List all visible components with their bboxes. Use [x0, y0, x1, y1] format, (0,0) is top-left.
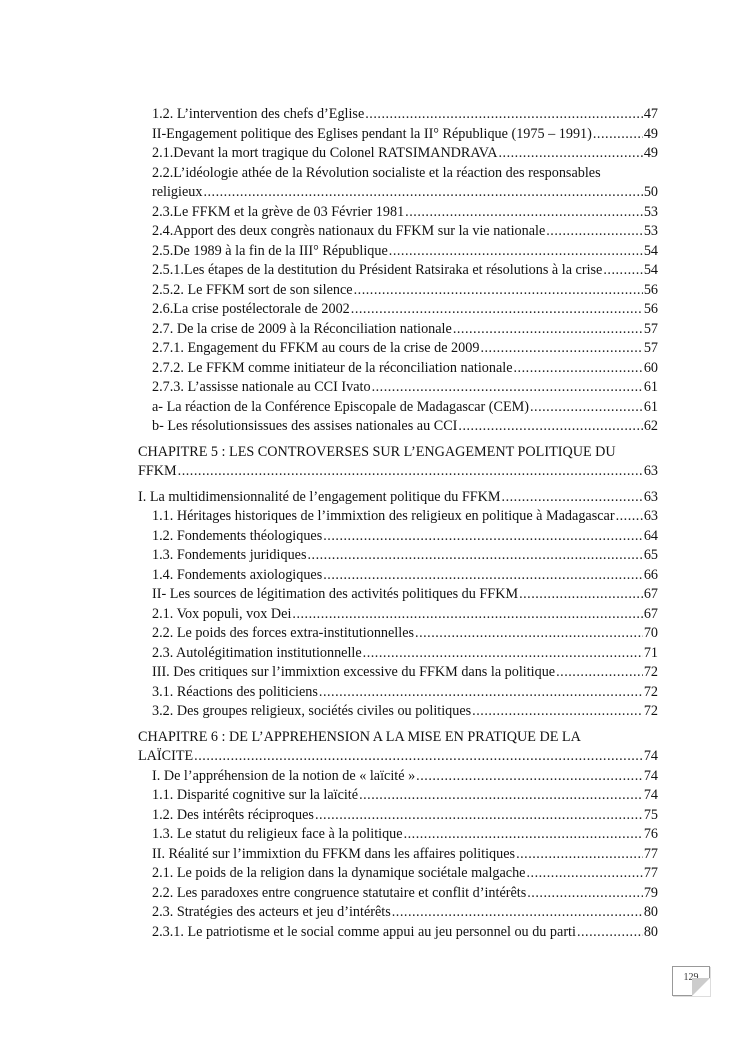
toc-entry: 1.4. Fondements axiologiques ..... 66	[138, 566, 658, 586]
chapter-entry: FFKM ..... 63	[138, 462, 658, 482]
toc-entry: 2.5.2. Le FFKM sort de son silence ..... 56	[138, 281, 658, 301]
chapter-heading: CHAPITRE 6 : DE L’APPREHENSION A LA MISE EN PRATIQUE DE LA	[138, 728, 581, 745]
chapter-entry: LAÏCITE ..... 74	[138, 747, 658, 767]
toc-entry: 3.2. Des groupes religieux, sociétés civiles ou politiques ..... 72	[138, 702, 658, 722]
toc-entry: 2.6.La crise postélectorale de 2002 ..... 56	[138, 300, 658, 320]
toc-entry: 2.1. Vox populi, vox Dei ..... 67	[138, 605, 658, 625]
toc-section-entry: I. La multidimensionnalité de l’engagement politique du FFKM ..... 63	[138, 488, 658, 508]
chapter-heading: CHAPITRE 5 : LES CONTROVERSES SUR L’ENGAGEMENT POLITIQUE DU	[138, 443, 616, 460]
toc-entry: 2.5.De 1989 à la fin de la III° République ..... 54	[138, 242, 658, 262]
toc-entry: 2.3.1. Le patriotisme et le social comme appui au jeu personnel ou du parti ..... 80	[138, 923, 658, 943]
toc-entry-first-line: 2.2.L’idéologie athée de la Révolution socialiste et la réaction des responsables	[152, 164, 601, 181]
toc-entry: 1.2. Des intérêts réciproques ..... 75	[138, 806, 658, 826]
toc-entry: 2.1. Le poids de la religion dans la dynamique sociétale malgache ..... 77	[138, 864, 658, 884]
toc-entry: a- La réaction de la Conférence Episcopale de Madagascar (CEM) ..... 61	[138, 398, 658, 418]
toc-entry: I. De l’appréhension de la notion de « laïcité » ..... 74	[138, 767, 658, 787]
toc-entry: 2.5.1.Les étapes de la destitution du Président Ratsiraka et résolutions à la crise ..... 54	[138, 261, 658, 281]
toc-entry: 1.2. L’intervention des chefs d’Eglise ..... 47	[138, 105, 658, 125]
toc-entry: 1.1. Disparité cognitive sur la laïcité ..... 74	[138, 786, 658, 806]
toc-entry: 2.7. De la crise de 2009 à la Réconciliation nationale ..... 57	[138, 320, 658, 340]
toc-entry: religieux ..... 50	[138, 183, 658, 203]
toc-entry: 2.3. Autolégitimation institutionnelle ..... 71	[138, 644, 658, 664]
toc-entry: II-Engagement politique des Eglises pendant la II° République (1975 – 1991) ..... 49	[138, 125, 658, 145]
toc-entry: 2.7.2. Le FFKM comme initiateur de la réconciliation nationale ..... 60	[138, 359, 658, 379]
toc-entry: 2.2. Les paradoxes entre congruence statutaire et conflit d’intérêts ..... 79	[138, 884, 658, 904]
table-of-contents	[138, 105, 658, 942]
toc-entry: 2.7.1. Engagement du FFKM au cours de la crise de 2009 ..... 57	[138, 339, 658, 359]
toc-entry: 2.7.3. L’assisse nationale au CCI Ivato ..... 61	[138, 378, 658, 398]
toc-entry: 2.3. Stratégies des acteurs et jeu d’intérêts ..... 80	[138, 903, 658, 923]
toc-entry: 1.2. Fondements théologiques ..... 64	[138, 527, 658, 547]
toc-entry: 1.3. Le statut du religieux face à la politique ..... 76	[138, 825, 658, 845]
toc-entry: 1.3. Fondements juridiques ..... 65	[138, 546, 658, 566]
toc-entry: 3.1. Réactions des politiciens ..... 72	[138, 683, 658, 703]
toc-entry: 1.1. Héritages historiques de l’immixtion des religieux en politique à Madagascar ..... 63	[138, 507, 658, 527]
toc-entry: 2.1.Devant la mort tragique du Colonel RATSIMANDRAVA ..... 49	[138, 144, 658, 164]
toc-entry: 2.2. Le poids des forces extra-institutionnelles ..... 70	[138, 624, 658, 644]
toc-entry: II- Les sources de légitimation des activités politiques du FFKM ..... 67	[138, 585, 658, 605]
toc-entry: b- Les résolutionsissues des assises nationales au CCI ..... 62	[138, 417, 658, 437]
page-fold-icon	[692, 978, 710, 996]
toc-entry: III. Des critiques sur l’immixtion excessive du FFKM dans la politique ..... 72	[138, 663, 658, 683]
toc-entry: II. Réalité sur l’immixtion du FFKM dans les affaires politiques ..... 77	[138, 845, 658, 865]
toc-entry: 2.4.Apport des deux congrès nationaux du FFKM sur la vie nationale ..... 53	[138, 222, 658, 242]
toc-entry: 2.3.Le FFKM et la grève de 03 Février 1981 ..... 53	[138, 203, 658, 223]
page-number: 129	[683, 972, 699, 983]
page-number-badge	[672, 966, 710, 996]
